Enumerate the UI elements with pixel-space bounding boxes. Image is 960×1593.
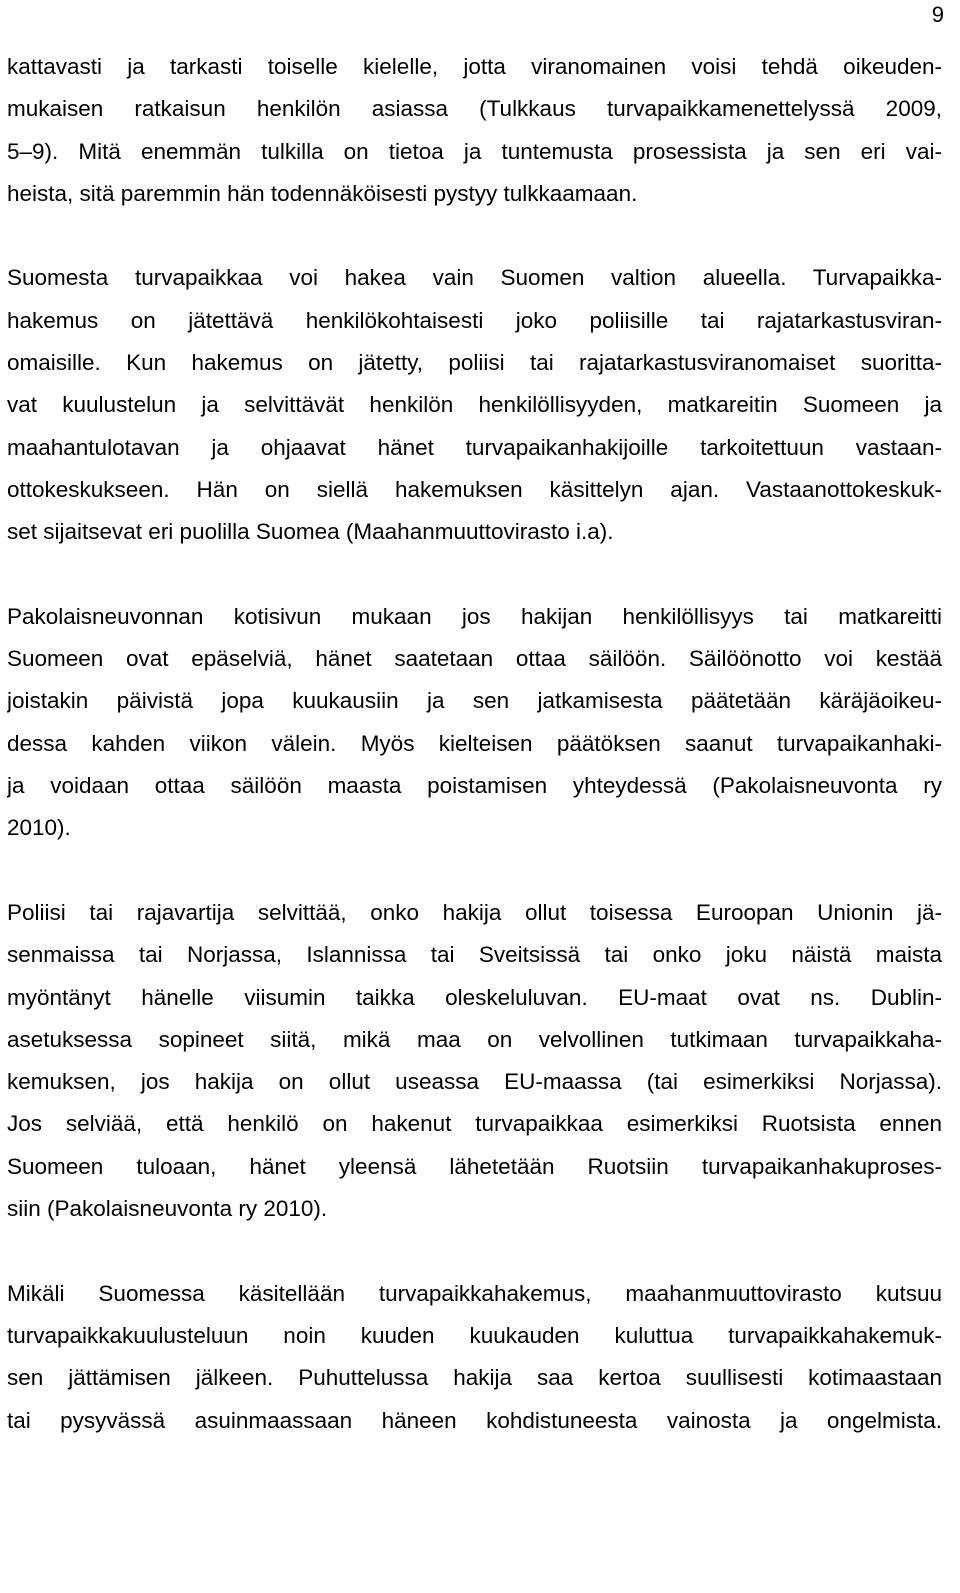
paragraph	[7, 596, 942, 850]
text-line: siin (Pakolaisneuvonta ry 2010).	[7, 1196, 328, 1222]
text-line: 2010).	[7, 815, 71, 841]
text-line: kattavasti ja tarkasti toiselle kielelle, jotta viranomainen voisi tehdä oikeuden-	[7, 54, 942, 79]
text-line: kemuksen, jos hakija on ollut useassa EU-maassa (tai esimerkiksi Norjassa).	[7, 1069, 942, 1095]
page-number: 9	[931, 2, 944, 27]
text-line: Pakolaisneuvonnan kotisivun mukaan jos hakijan henkilöllisyys tai matkareitti	[7, 603, 942, 629]
text-line: Suomeen tuloaan, hänet yleensä lähetetään Ruotsiin turvapaikanhakuproses-	[7, 1153, 942, 1179]
text-line: sen jättämisen jälkeen. Puhuttelussa hakija saa kertoa suullisesti kotimaastaan	[7, 1365, 942, 1391]
text-line: Poliisi tai rajavartija selvittää, onko hakija ollut toisessa Euroopan Unionin jä-	[7, 899, 942, 925]
paragraph-gap	[7, 1230, 942, 1272]
text-line: maahantulotavan ja ohjaavat hänet turvapaikanhakijoille tarkoitettuun vastaan-	[7, 434, 942, 460]
text-line: joistakin päivistä jopa kuukausiin ja sen jatkamisesta päätetään käräjäoikeu-	[7, 688, 942, 714]
text-line: turvapaikkakuulusteluun noin kuuden kuukauden kuluttua turvapaikkahakemuk-	[7, 1322, 942, 1348]
text-line: ja voidaan ottaa säilöön maasta poistamisen yhteydessä (Pakolaisneuvonta ry	[7, 773, 942, 799]
text-line: hakemus on jätettävä henkilökohtaisesti joko poliisille tai rajatarkastusviran-	[7, 307, 942, 333]
paragraph	[7, 892, 942, 1230]
text-line: omaisille. Kun hakemus on jätetty, poliisi tai rajatarkastusviranomaiset suoritta-	[7, 350, 942, 376]
text-line: Suomesta turvapaikkaa voi hakea vain Suomen valtion alueella. Turvapaikka-	[7, 265, 942, 291]
text-line: asetuksessa sopineet siitä, mikä maa on velvollinen tutkimaan turvapaikkaha-	[7, 1026, 942, 1052]
text-line: set sijaitsevat eri puolilla Suomea (Maahanmuuttovirasto i.a).	[7, 519, 614, 545]
paragraph	[7, 1273, 942, 1442]
paragraph-gap	[7, 850, 942, 892]
text-line: Jos selviää, että henkilö on hakenut turvapaikkaa esimerkiksi Ruotsista ennen	[7, 1111, 942, 1137]
text-line: mukaisen ratkaisun henkilön asiassa (Tulkkaus turvapaikkamenettelyssä 2009,	[7, 96, 942, 122]
paragraph-gap	[7, 215, 942, 257]
text-line: 5–9). Mitä enemmän tulkilla on tietoa ja tuntemusta prosessista ja sen eri vai-	[7, 138, 942, 164]
text-line: myöntänyt hänelle viisumin taikka oleskeluluvan. EU-maat ovat ns. Dublin-	[7, 984, 942, 1010]
paragraph	[7, 257, 942, 553]
text-line: vat kuulustelun ja selvittävät henkilön henkilöllisyyden, matkareitin Suomeen ja	[7, 392, 942, 418]
paragraph-gap	[7, 554, 942, 596]
document-body	[7, 46, 942, 1442]
paragraph	[7, 46, 942, 215]
text-line: tai pysyvässä asuinmaassaan häneen kohdistuneesta vainosta ja ongelmista.	[7, 1407, 942, 1433]
text-line: senmaissa tai Norjassa, Islannissa tai Sveitsissä tai onko joku näistä maista	[7, 942, 942, 968]
text-line: ottokeskukseen. Hän on siellä hakemuksen käsittelyn ajan. Vastaanottokeskuk-	[7, 476, 942, 502]
text-line: dessa kahden viikon välein. Myös kielteisen päätöksen saanut turvapaikanhaki-	[7, 730, 942, 756]
text-line: Suomeen ovat epäselviä, hänet saatetaan ottaa säilöön. Säilöönotto voi kestää	[7, 646, 942, 672]
text-line: heista, sitä paremmin hän todennäköisesti pystyy tulkkaamaan.	[7, 180, 638, 206]
text-line: Mikäli Suomessa käsitellään turvapaikkahakemus, maahanmuuttovirasto kutsuu	[7, 1280, 942, 1306]
